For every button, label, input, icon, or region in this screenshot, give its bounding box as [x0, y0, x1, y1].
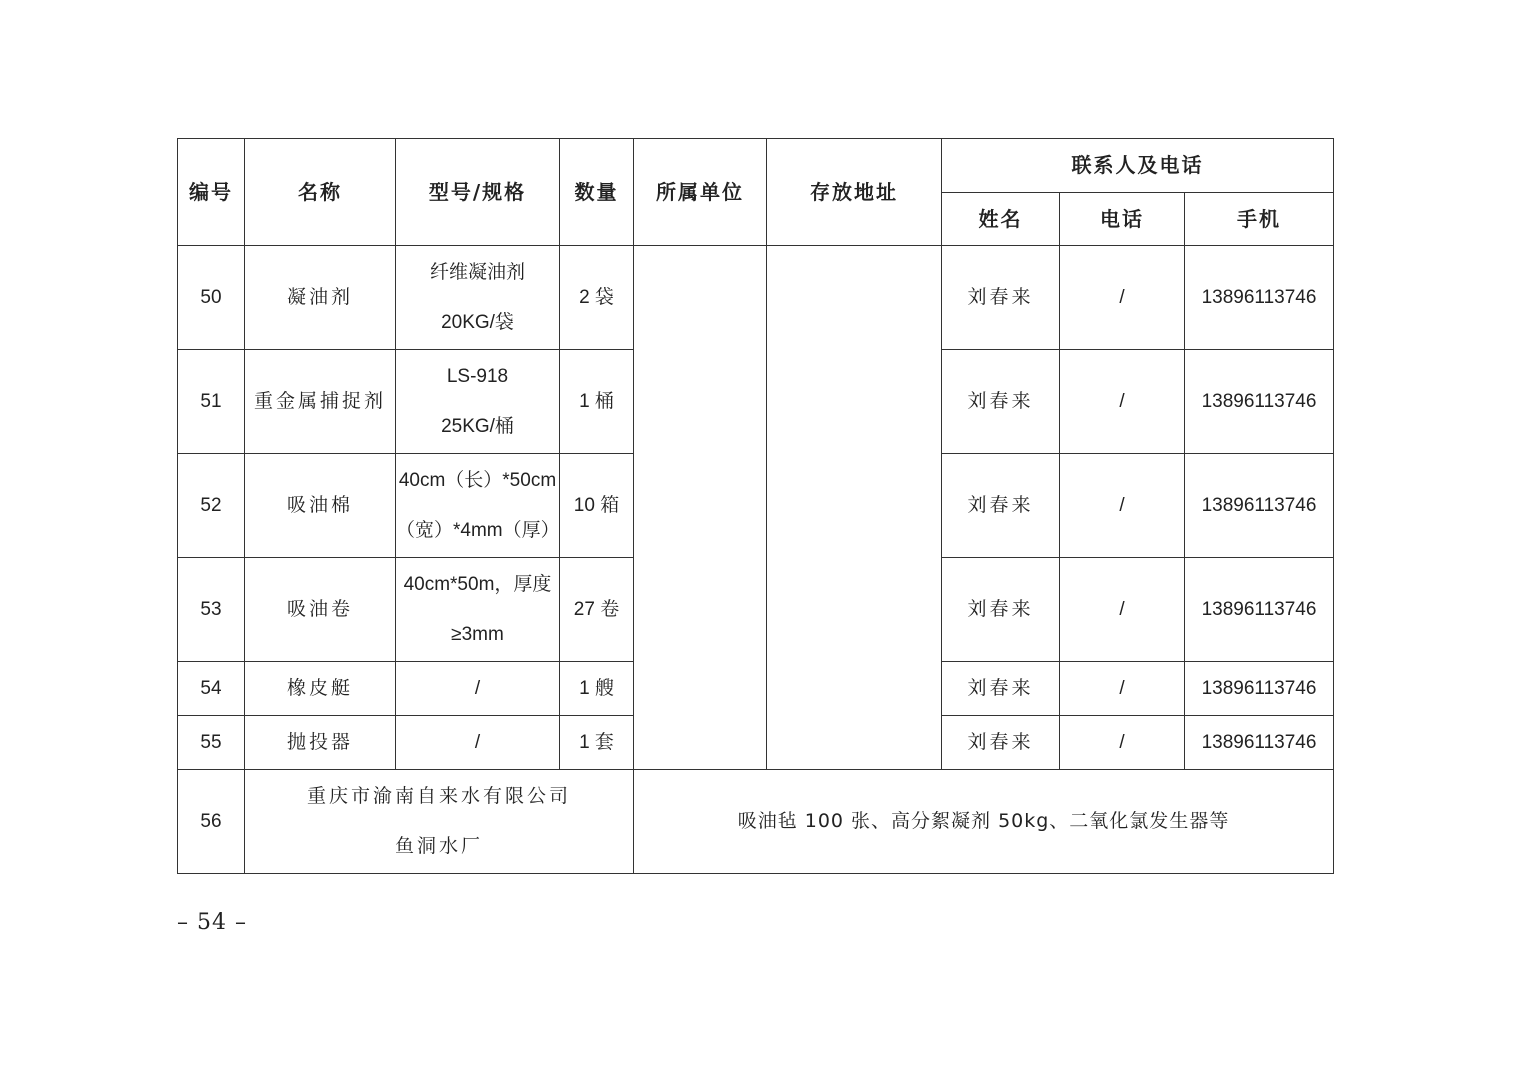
cell-spec	[396, 716, 560, 770]
cell-contact-name: 刘春来	[942, 246, 1060, 350]
cell-name: 橡皮艇	[245, 662, 396, 716]
cell-contact-mobile: 13896113746	[1185, 350, 1334, 454]
cell-contact-phone: /	[1060, 246, 1185, 350]
table-body	[178, 246, 1334, 874]
cell-contact-phone: /	[1060, 350, 1185, 454]
cell-qty: 1 套	[560, 716, 634, 770]
cell-contact-mobile: 13896113746	[1185, 558, 1334, 662]
header-contact-group: 联系人及电话	[942, 139, 1334, 193]
cell-name: 重金属捕捉剂	[245, 350, 396, 454]
page-number: – 54 –	[177, 910, 247, 935]
cell-id: 52	[178, 454, 245, 558]
cell-name: 吸油棉	[245, 454, 396, 558]
cell-id: 54	[178, 662, 245, 716]
cell-name: 吸油卷	[245, 558, 396, 662]
spec-line: /	[474, 678, 481, 699]
header-contact-phone: 电话	[1060, 193, 1185, 246]
cell-organization	[245, 770, 634, 874]
cell-spec	[396, 454, 560, 558]
cell-id: 50	[178, 246, 245, 350]
cell-contact-name: 刘春来	[942, 716, 1060, 770]
cell-contact-name: 刘春来	[942, 662, 1060, 716]
equipment-table	[177, 138, 1334, 874]
cell-contact-mobile: 13896113746	[1185, 716, 1334, 770]
header-contact-name: 姓名	[942, 193, 1060, 246]
cell-contact-phone: /	[1060, 716, 1185, 770]
cell-qty: 1 艘	[560, 662, 634, 716]
cell-qty: 2 袋	[560, 246, 634, 350]
table-row	[178, 246, 1334, 350]
cell-qty: 27 卷	[560, 558, 634, 662]
header-name: 名称	[245, 139, 396, 246]
table-row-merged	[178, 770, 1334, 874]
cell-spec	[396, 662, 560, 716]
cell-spec	[396, 558, 560, 662]
header-qty: 数量	[560, 139, 634, 246]
cell-id: 56	[178, 770, 245, 874]
header-contact-mobile: 手机	[1185, 193, 1334, 246]
cell-contact-name: 刘春来	[942, 558, 1060, 662]
spec-line: 20KG/袋	[441, 312, 514, 333]
cell-id: 55	[178, 716, 245, 770]
cell-contact-name: 刘春来	[942, 454, 1060, 558]
cell-contact-mobile: 13896113746	[1185, 454, 1334, 558]
header-id: 编号	[178, 139, 245, 246]
cell-contact-phone: /	[1060, 454, 1185, 558]
organization-line: 鱼洞水厂	[394, 835, 483, 857]
spec-line: 纤维凝油剂	[429, 262, 525, 283]
cell-id: 53	[178, 558, 245, 662]
cell-qty: 10 箱	[560, 454, 634, 558]
header-spec: 型号/规格	[396, 139, 560, 246]
cell-id: 51	[178, 350, 245, 454]
organization-line: 重庆市渝南自来水有限公司	[306, 785, 571, 807]
spec-line: 25KG/桶	[441, 416, 514, 437]
cell-contact-phone: /	[1060, 558, 1185, 662]
cell-name: 抛投器	[245, 716, 396, 770]
spec-line: LS-918	[446, 366, 509, 387]
cell-spec	[396, 350, 560, 454]
spec-line: 40cm（长）*50cm	[398, 470, 557, 491]
header-unit: 所属单位	[634, 139, 767, 246]
spec-line: /	[474, 732, 481, 753]
cell-contact-name: 刘春来	[942, 350, 1060, 454]
cell-contact-mobile: 13896113746	[1185, 662, 1334, 716]
spec-line: ≥3mm	[451, 624, 504, 645]
cell-name: 凝油剂	[245, 246, 396, 350]
spec-line: 40cm*50m，厚度	[403, 574, 552, 595]
cell-description: 吸油毡 100 张、高分絮凝剂 50kg、二氧化氯发生器等	[634, 770, 1334, 874]
cell-location	[767, 246, 942, 770]
cell-qty: 1 桶	[560, 350, 634, 454]
header-location: 存放地址	[767, 139, 942, 246]
cell-spec	[396, 246, 560, 350]
cell-contact-phone: /	[1060, 662, 1185, 716]
cell-unit	[634, 246, 767, 770]
cell-contact-mobile: 13896113746	[1185, 246, 1334, 350]
spec-line: （宽）*4mm（厚）	[396, 520, 560, 541]
